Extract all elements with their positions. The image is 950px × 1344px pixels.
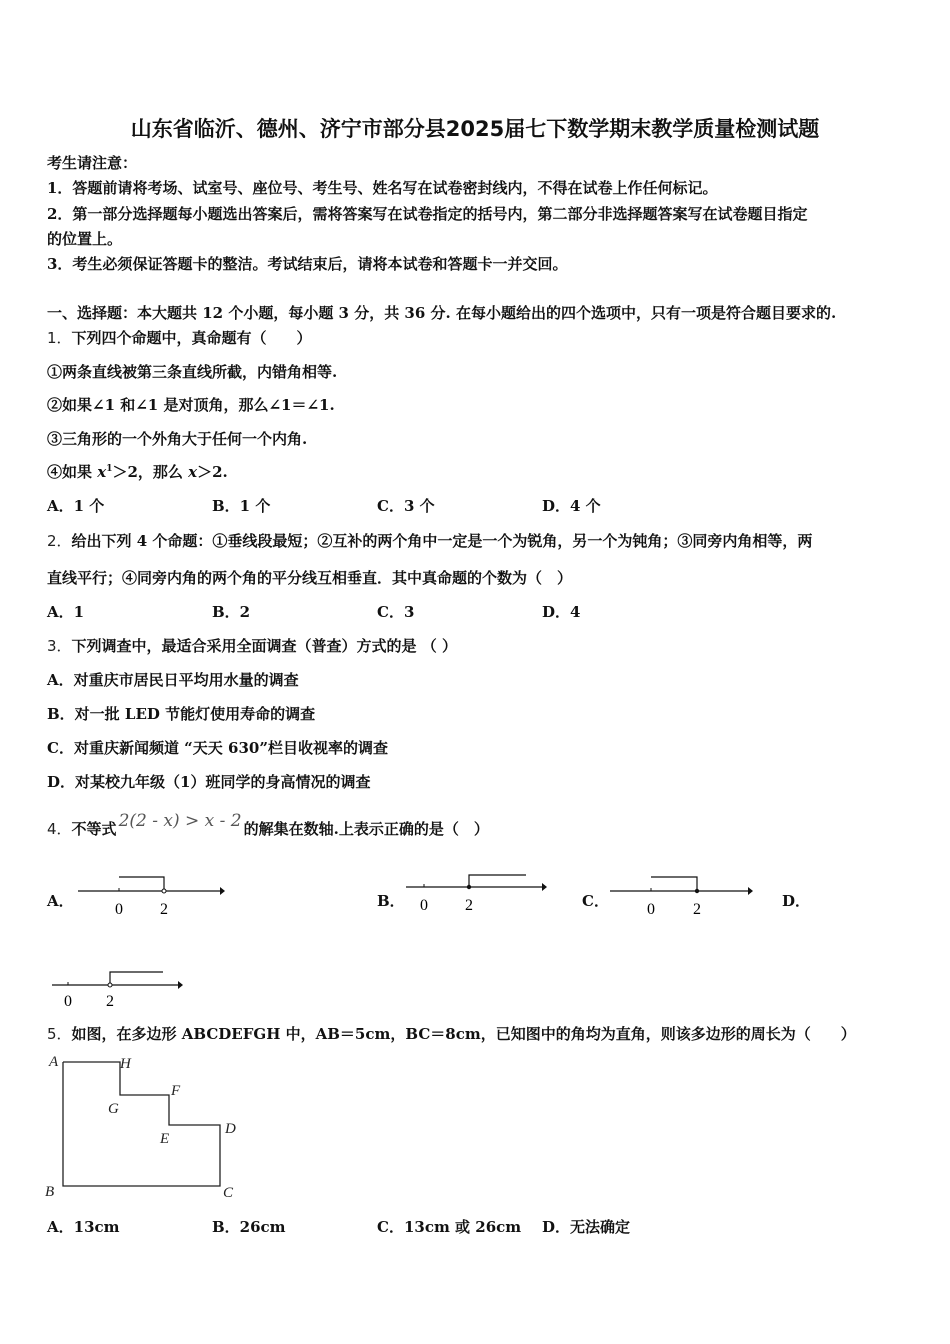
vertex-label-b: B	[45, 1184, 55, 1200]
tick-label-2: 2	[106, 993, 114, 1010]
tick-label-0: 0	[64, 993, 72, 1010]
q5-option-c[interactable]: C．13cm 或 26cm	[377, 1218, 522, 1236]
vertex-label-c: C	[223, 1185, 234, 1201]
notice-item-3: 3．考生必须保证答题卡的整洁。考试结束后，请将本试卷和答题卡一并交回。	[47, 255, 568, 273]
question-text-prefix: 不等式	[71, 820, 117, 838]
variable-x: x	[97, 463, 107, 481]
question-2-line-2: 直线平行；④同旁内角的两个角的平分线互相垂直．其中真命题的个数为（ ）	[47, 569, 573, 587]
q1-statement-4	[47, 461, 228, 482]
q1-option-a[interactable]: A．1 个	[47, 497, 105, 515]
q4-option-b-label[interactable]: B．	[377, 892, 405, 910]
variable-x: x	[188, 463, 198, 481]
inequality-formula: 2(2 - x) > x - 2	[118, 811, 242, 831]
tick-label-2: 2	[693, 901, 701, 918]
q4-number-line-a[interactable]	[76, 872, 226, 918]
question-number: 1．	[47, 329, 72, 347]
page-title: 山东省临沂、德州、济宁市部分县2025届七下数学期末教学质量检测试题	[130, 117, 820, 141]
tick-label-0: 0	[420, 897, 428, 914]
question-2-line-1	[47, 530, 812, 551]
q2-option-c[interactable]: C．3	[377, 603, 415, 621]
question-5-stem	[47, 1023, 856, 1044]
question-number: 5．	[47, 1025, 72, 1043]
q5-polygon-figure	[40, 1048, 250, 1203]
question-text: 下列调查中，最适合采用全面调查（普查）方式的是 （ ）	[71, 637, 457, 655]
q5-option-b[interactable]: B．26cm	[212, 1218, 286, 1236]
question-1-stem	[47, 327, 312, 348]
question-3-stem	[47, 635, 457, 656]
vertex-label-h: H	[120, 1056, 131, 1072]
q4-option-c-label[interactable]: C．	[582, 892, 609, 910]
q2-option-d[interactable]: D．4	[542, 603, 581, 621]
section-heading: 一、选择题：本大题共 12 个小题，每小题 3 分，共 36 分. 在每小题给出的四个选项中，只有一项是符合题目要求的.	[47, 304, 837, 322]
question-text: 下列四个命题中，真命题有（ ）	[71, 329, 312, 347]
statement-suffix: ＞2.	[197, 463, 228, 481]
q4-number-line-d[interactable]	[50, 965, 190, 1011]
q3-option-b[interactable]: B．对一批 LED 节能灯使用寿命的调查	[47, 705, 316, 723]
tick-label-2: 2	[465, 897, 473, 914]
q2-option-b[interactable]: B．2	[212, 603, 251, 621]
q3-option-a[interactable]: A．对重庆市居民日平均用水量的调查	[47, 671, 299, 689]
q1-statement-2: ②如果∠1 和∠1 是对顶角，那么∠1＝∠1.	[47, 396, 335, 414]
statement-middle: ＞2，那么	[112, 463, 189, 481]
vertex-label-d: D	[225, 1121, 236, 1137]
vertex-label-a: A	[49, 1054, 59, 1070]
polygon-outline	[63, 1062, 220, 1186]
q3-option-d[interactable]: D．对某校九年级（1）班同学的身高情况的调查	[47, 773, 371, 791]
notice-item-1: 1．答题前请将考场、试室号、座位号、考生号、姓名写在试卷密封线内，不得在试卷上作任何标记。	[47, 179, 718, 197]
question-number: 4．	[47, 820, 72, 838]
question-text: 如图，在多边形 ABCDEFGH 中，AB＝5cm，BC＝8cm，已知图中的角均为直角，则该多边形的周长为（ ）	[71, 1025, 856, 1043]
q5-option-d[interactable]: D．无法确定	[542, 1218, 631, 1236]
tick-label-2: 2	[160, 901, 168, 918]
q4-option-a-label[interactable]: A．	[47, 892, 74, 910]
vertex-label-e: E	[160, 1131, 170, 1147]
q4-number-line-b[interactable]	[404, 872, 554, 918]
q1-option-b[interactable]: B．1 个	[212, 497, 271, 515]
q4-number-line-c[interactable]	[608, 872, 760, 918]
notice-heading: 考生请注意：	[47, 154, 138, 172]
vertex-label-f: F	[171, 1083, 181, 1099]
question-text-suffix: 的解集在数轴.上表示正确的是（ ）	[243, 820, 489, 838]
statement-prefix: ④如果	[47, 463, 98, 481]
q1-option-d[interactable]: D．4 个	[542, 497, 601, 515]
q4-option-d-label[interactable]: D．	[782, 892, 811, 910]
tick-label-0: 0	[647, 901, 655, 918]
question-text: 给出下列 4 个命题：①垂线段最短；②互补的两个角中一定是一个为锐角，另一个为钝角；③同旁内角相等，两	[71, 532, 813, 550]
tick-label-0: 0	[115, 901, 123, 918]
q3-option-c[interactable]: C．对重庆新闻频道 “天天 630”栏目收视率的调查	[47, 739, 388, 757]
q1-option-c[interactable]: C．3 个	[377, 497, 435, 515]
q1-statement-1: ①两条直线被第三条直线所截，内错角相等.	[47, 363, 338, 381]
vertex-label-g: G	[108, 1101, 119, 1117]
q1-statement-3: ③三角形的一个外角大于任何一个内角.	[47, 430, 308, 448]
question-number: 2．	[47, 532, 72, 550]
exponent: 1	[106, 464, 113, 474]
notice-item-2-line-1: 2．第一部分选择题每小题选出答案后，需将答案写在试卷指定的括号内，第二部分非选择题答案写在试卷题目指定	[47, 205, 808, 223]
question-4-stem	[47, 811, 489, 839]
q5-option-a[interactable]: A．13cm	[47, 1218, 120, 1236]
question-number: 3．	[47, 637, 72, 655]
notice-item-2-line-2: 的位置上。	[47, 230, 123, 248]
q2-option-a[interactable]: A．1	[47, 603, 85, 621]
